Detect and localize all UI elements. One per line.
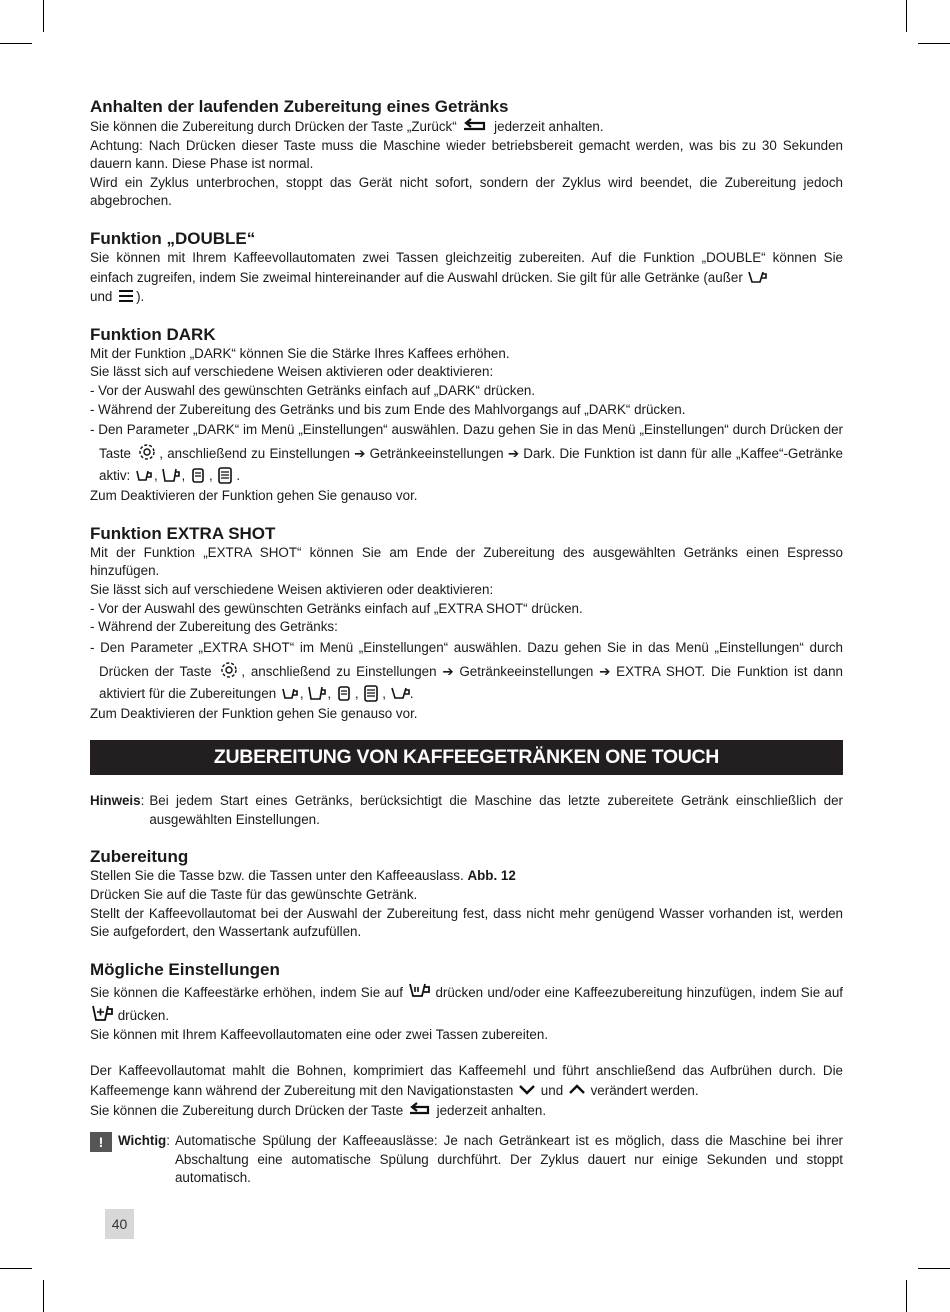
crop-mark — [43, 0, 44, 32]
text: , — [181, 468, 186, 484]
mug-icon — [189, 466, 209, 484]
paragraph: Sie lässt sich auf verschiedene Weisen aktivieren oder deaktivieren: — [90, 364, 494, 380]
note-label: Hinweis — [90, 793, 141, 809]
paragraph — [90, 867, 843, 886]
text: , — [299, 685, 304, 701]
mug-icon — [335, 684, 355, 702]
text: jederzeit anhalten. — [436, 1102, 547, 1118]
text: : — [140, 793, 145, 809]
note-text: Bei jedem Start eines Getränks, berücksichtigt die Maschine das letzte zubereitete Getränk einschließlich der ausgewählten Einstellungen. — [149, 793, 843, 827]
large-mug-icon — [216, 466, 236, 484]
text: . — [236, 468, 241, 484]
list-item: - Vor der Auswahl des gewünschten Getränks einfach auf „EXTRA SHOT“ drücken. — [90, 600, 583, 616]
heading-double: Funktion „DOUBLE“ — [90, 228, 256, 248]
strength-icon — [407, 980, 431, 1002]
note-label: Wichtig — [118, 1133, 167, 1149]
large-mug-icon — [362, 684, 382, 702]
list-item: - Während der Zubereitung des Getränks und bis zum Ende des Mahlvorgangs auf „DARK“ drücken. — [90, 401, 686, 417]
chevron-up-icon — [567, 1081, 587, 1099]
heading-dark: Funktion DARK — [90, 324, 216, 344]
note-hinweis — [90, 792, 843, 829]
text: Sie können mit Ihrem Kaffeevollautomaten zwei Tassen gleichzeitig zubereiten. Auf die Funktion „DOUBLE“ können Sie einfach zugreifen, indem Sie zweimal hintereinander auf die Auswahl drücken. Sie gilt für alle Getränke (außer — [90, 249, 843, 285]
crop-mark — [43, 1280, 44, 1312]
text: , — [382, 685, 387, 701]
paragraph — [90, 117, 843, 137]
text: ). — [136, 289, 145, 305]
text: Sie können die Zubereitung durch Drücken der Taste — [90, 1102, 404, 1118]
text: Sie können die Kaffeestärke erhöhen, indem Sie auf — [90, 984, 403, 1000]
paragraph: Mit der Funktion „EXTRA SHOT“ können Sie am Ende der Zubereitung des ausgewählten Getränks einen Espresso hinzufügen. — [90, 544, 843, 579]
text: und — [90, 289, 113, 305]
paragraph: Stellt der Kaffeevollautomat bei der Auswahl der Zubereitung fest, dass nicht mehr genügend Wasser vorhanden ist, werden Sie aufgefordert, den Wassertank aufzufüllen. — [90, 905, 843, 940]
text: , — [208, 468, 213, 484]
text: jederzeit anhalten. — [494, 119, 604, 134]
coffee-cup-icon — [307, 684, 327, 702]
paragraph: Sie können mit Ihrem Kaffeevollautomaten eine oder zwei Tassen zubereiten. — [90, 1026, 549, 1042]
crop-mark — [906, 1280, 907, 1312]
crop-mark — [0, 1268, 32, 1269]
crop-mark — [918, 43, 950, 44]
paragraph — [90, 249, 843, 307]
espresso-cup-icon — [134, 466, 154, 484]
large-cup-icon — [747, 268, 767, 286]
add-shot-icon — [90, 1003, 114, 1025]
crop-mark — [918, 1268, 950, 1269]
coffee-cup-icon — [161, 466, 181, 484]
crop-mark — [0, 43, 32, 44]
list-item — [90, 637, 843, 705]
text: Der Kaffeevollautomat mahlt die Bohnen, komprimiert das Kaffeemehl und führt anschließend das Aufbrühen durch. Die Kaffeemenge kann während der Zubereitung mit den Navigationstasten — [90, 1063, 843, 1099]
text: , — [154, 468, 158, 484]
page-number: 40 — [105, 1209, 134, 1239]
heading-extra-shot: Funktion EXTRA SHOT — [90, 523, 276, 543]
note-wichtig — [90, 1132, 843, 1188]
paragraph — [90, 1101, 843, 1121]
crop-mark — [906, 0, 907, 32]
gear-icon — [135, 441, 159, 463]
text: - Den Parameter „DARK“ im Menü „Einstellungen“ auswählen. Dazu gehen Sie in das Menü „Einstellungen“ durch Drücken der Taste — [90, 422, 843, 462]
heading-einstellungen: Mögliche Einstellungen — [90, 959, 280, 979]
text: , anschließend zu Einstellungen ➔ Getränkeeinstellungen ➔ EXTRA SHOT. Die Funktion ist dann aktiviert für die Zubereitungen — [99, 663, 843, 701]
list-item: - Vor der Auswahl des gewünschten Getränks einfach auf „DARK“ drücken. — [90, 382, 536, 398]
list-item — [90, 419, 843, 487]
figure-reference: Abb. 12 — [467, 868, 516, 884]
list-item: - Während der Zubereitung des Getränks: — [90, 619, 338, 635]
paragraph — [90, 1062, 843, 1100]
text: Stellen Sie die Tasse bzw. die Tassen unter den Kaffeeauslass. — [90, 868, 464, 884]
page-content — [90, 97, 843, 1188]
heading-anhalten: Anhalten der laufenden Zubereitung eines Getränks — [90, 97, 509, 116]
heading-zubereitung: Zubereitung — [90, 847, 189, 867]
text: drücken und/oder eine Kaffeezubereitung hinzufügen, indem Sie auf — [435, 984, 843, 1000]
text: , — [327, 685, 332, 701]
paragraph: Zum Deaktivieren der Funktion gehen Sie genauso vor. — [90, 705, 418, 721]
text: verändert werden. — [590, 1083, 699, 1099]
text: : — [166, 1133, 170, 1149]
text: drücken. — [117, 1007, 170, 1023]
section-banner: ZUBEREITUNG VON KAFFEEGETRÄNKEN ONE TOUCH — [90, 740, 843, 775]
large-cup-icon — [390, 684, 410, 702]
paragraph: Mit der Funktion „DARK“ können Sie die Stärke Ihres Kaffees erhöhen. — [90, 345, 510, 361]
warning-icon: ! — [90, 1132, 112, 1152]
note-text: Automatische Spülung der Kaffeeauslässe: Je nach Getränkeart ist es möglich, dass die Maschine bei ihrer Abschaltung eine automatische Spülung durchführt. Der Zyklus dauert nur einige Sekunden und stoppt automatisch. — [174, 1133, 843, 1186]
gear-icon — [217, 659, 241, 681]
paragraph: Drücken Sie auf die Taste für das gewünschte Getränk. — [90, 887, 418, 903]
espresso-cup-icon — [280, 684, 300, 702]
text: und — [540, 1083, 564, 1099]
paragraph: Achtung: Nach Drücken dieser Taste muss die Maschine wieder betriebsbereit gemacht werden, was bis zu 30 Sekunden dauern kann. Diese Phase ist normal. — [90, 137, 843, 172]
text: Sie können die Zubereitung durch Drücken der Taste „Zurück“ — [90, 119, 457, 134]
text: - Den Parameter „EXTRA SHOT“ im Menü „Einstellungen“ auswählen. Dazu gehen Sie in das Menü „Einstellungen“ durch Drücken der Taste — [90, 639, 843, 679]
text: . — [409, 685, 414, 701]
back-arrow-icon — [460, 117, 490, 135]
text: , anschließend zu Einstellungen ➔ Getränkeeinstellungen ➔ Dark. Die Funktion ist dann für alle „Kaffee“-Getränke aktiv: — [99, 446, 843, 484]
back-arrow-icon — [407, 1101, 433, 1119]
paragraph: Zum Deaktivieren der Funktion gehen Sie genauso vor. — [90, 488, 418, 504]
text: , — [354, 685, 359, 701]
menu-lines-icon — [116, 287, 136, 305]
paragraph: Wird ein Zyklus unterbrochen, stoppt das Gerät nicht sofort, sondern der Zyklus wird beendet, die Zubereitung jedoch abgebrochen. — [90, 174, 843, 209]
paragraph — [90, 980, 843, 1026]
chevron-down-icon — [517, 1081, 537, 1099]
paragraph: Sie lässt sich auf verschiedene Weisen aktivieren oder deaktivieren: — [90, 581, 494, 597]
